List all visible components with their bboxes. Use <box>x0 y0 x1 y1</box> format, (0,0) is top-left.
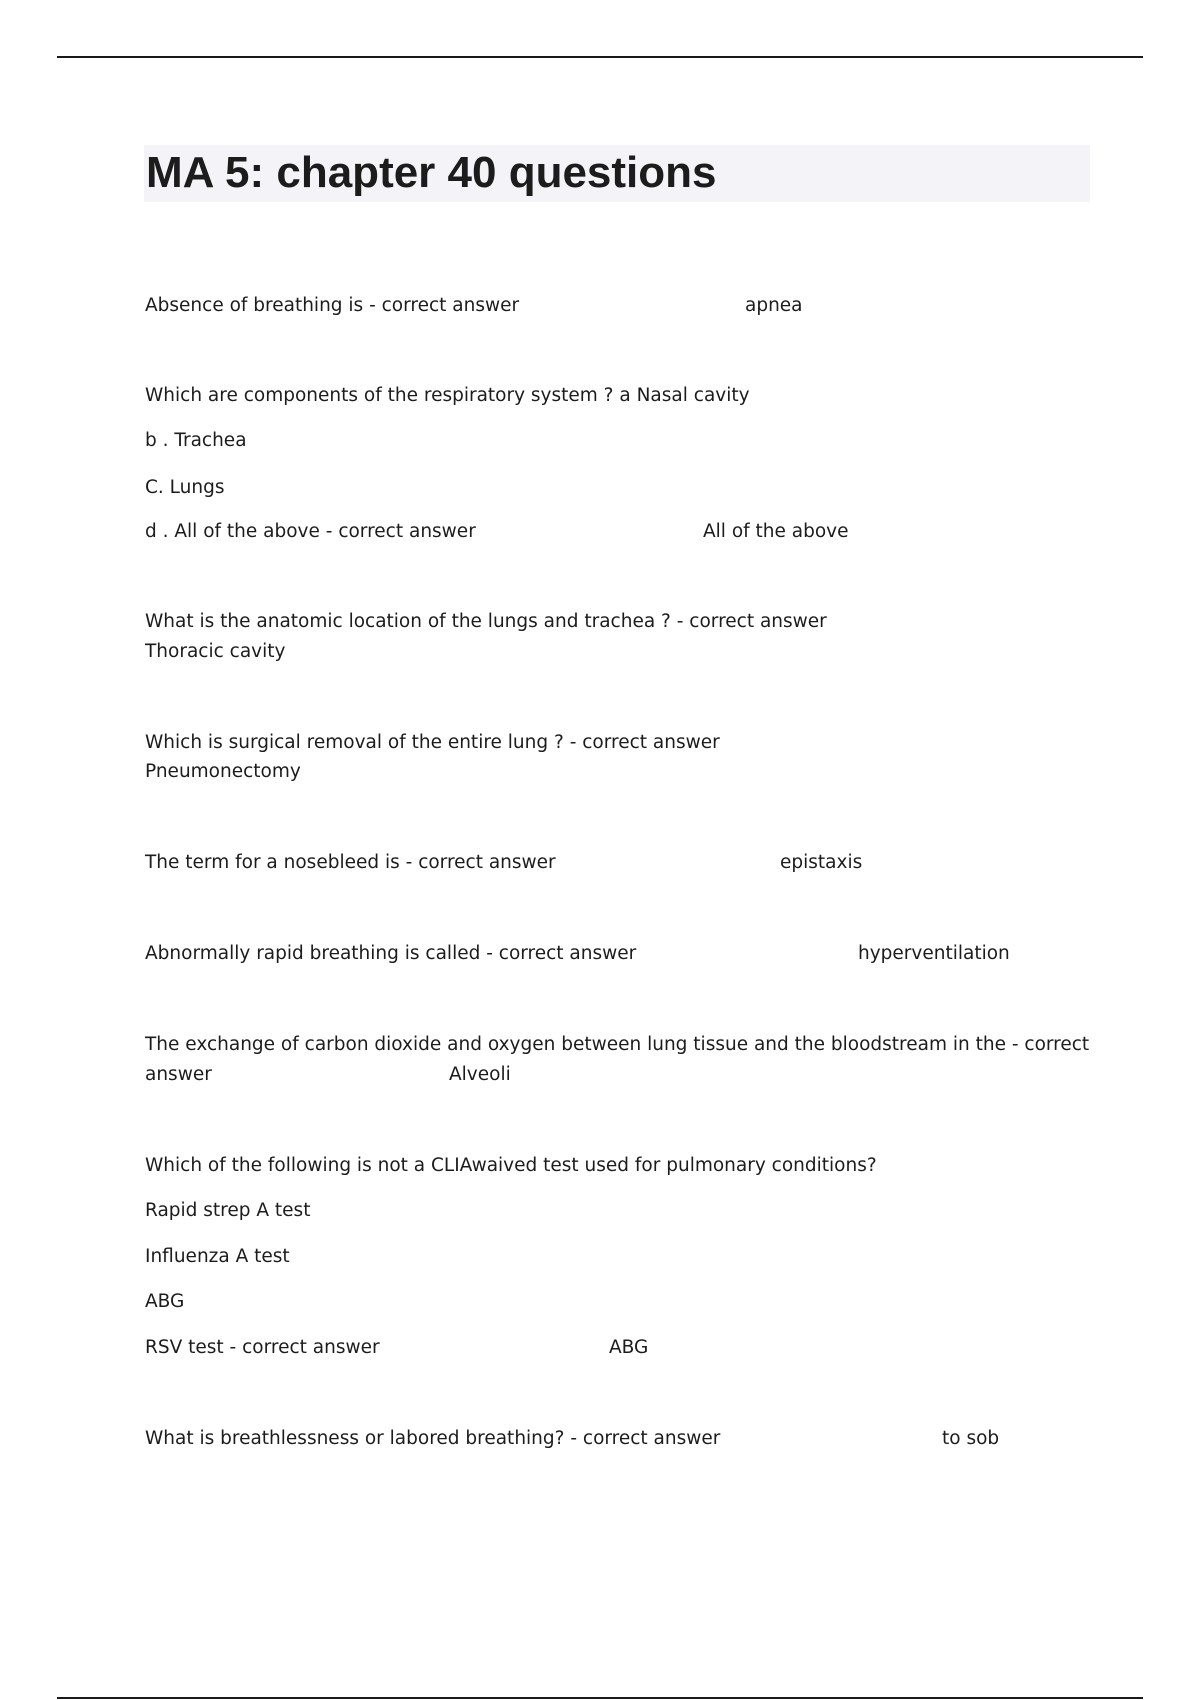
top-rule <box>57 56 1143 58</box>
question-2: Which are components of the respiratory system ? a Nasal cavity <box>145 385 750 406</box>
answer-6: hyperventilation <box>858 943 1010 964</box>
question-9: What is breathlessness or labored breathing? - correct answer <box>145 1428 721 1449</box>
answer-2: All of the above <box>703 521 849 542</box>
document-title: MA 5: chapter 40 questions <box>146 148 717 197</box>
question-3: What is the anatomic location of the lungs and trachea ? - correct answer <box>145 611 827 632</box>
answer-3: Thoracic cavity <box>145 641 286 662</box>
question-2-option-c: C. Lungs <box>145 477 225 498</box>
question-5: The term for a nosebleed is - correct answer <box>145 852 556 873</box>
question-8-option-3: ABG <box>145 1291 185 1312</box>
question-7: The exchange of carbon dioxide and oxygen between lung tissue and the bloodstream in the - correct <box>145 1034 1090 1055</box>
question-8-option-2: Influenza A test <box>145 1246 290 1267</box>
answer-5: epistaxis <box>780 852 863 873</box>
answer-7: Alveoli <box>449 1064 511 1085</box>
question-8-option-1: Rapid strep A test <box>145 1200 311 1221</box>
question-8: Which of the following is not a CLIAwaived test used for pulmonary conditions? <box>145 1155 877 1176</box>
answer-1: apnea <box>745 295 803 316</box>
bottom-rule <box>57 1697 1143 1699</box>
question-8-option-4: RSV test - correct answer <box>145 1337 380 1358</box>
question-2-option-d: d . All of the above - correct answer <box>145 521 476 542</box>
answer-4: Pneumonectomy <box>145 761 301 782</box>
answer-9: to sob <box>942 1428 1000 1449</box>
question-2-option-b: b . Trachea <box>145 430 247 451</box>
answer-8: ABG <box>609 1337 649 1358</box>
question-1: Absence of breathing is - correct answer <box>145 295 520 316</box>
question-7-continued: answer <box>145 1064 212 1085</box>
question-4: Which is surgical removal of the entire lung ? - correct answer <box>145 732 720 753</box>
question-6: Abnormally rapid breathing is called - correct answer <box>145 943 637 964</box>
